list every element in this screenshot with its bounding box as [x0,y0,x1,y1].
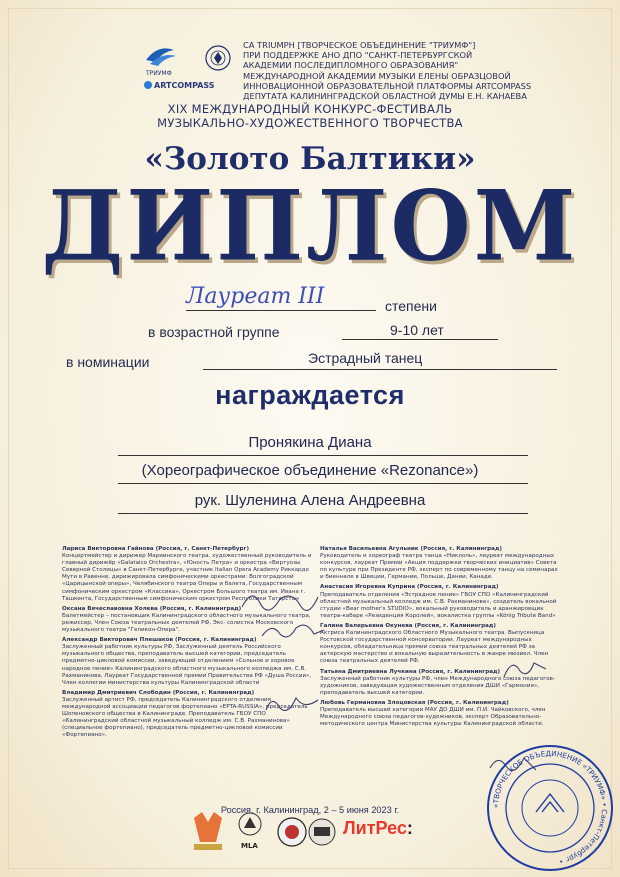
winner-underline-1 [118,455,528,456]
degree-label: степени [385,298,437,314]
litres-logo-text: ЛитРес [343,818,407,838]
jury-member [62,637,314,687]
jury-member-bio: Балетмейстер – постановщик Калининградского областного музыкального театра, режиссер, Член Союза театральных деятелей РФ, Экс- солистка Московского музыкального театра "Геликон-Опера". [62,612,311,634]
jury-member-name: Любовь Германовна Злоцовская (Россия, г. Калининград) [320,699,509,706]
nomination-underline [203,369,557,370]
org-line: ИННОВАЦИОННОЙ ОБРАЗОВАТЕЛЬНОЙ ПЛАТФОРМЫ ARTCOMPASS [243,80,532,91]
winner-leader: рук. Шуленина Алена Андреевна [194,492,426,509]
svg-text:«ТВОРЧЕСКОЕ ОБЪЕДИНЕНИЕ «ТРИУМ [491,749,609,866]
svg-text:ARTCOMPASS: ARTCOMPASS [154,81,215,90]
winner-underline-3 [118,513,528,514]
triumph-logo [145,48,176,77]
jury-member-name: Татьяна Дмитриевна Лучкина (Россия, г. Калининград) [320,668,501,675]
signature [500,655,550,683]
jury-member-name: Наталья Васильевна Агульник (Россия, г. Калининград) [320,546,503,552]
org-line: ПРИ ПОДДЕРЖКЕ АНО ДПО "САНКТ-ПЕТЕРБУРГСКОЙ [243,50,473,61]
jury-member-bio: Преподаватель высшей категории МАУ ДО ДШИ им. П.И. Чайковского, член Международного союза педагогов-художников, эксперт Образовательно-методического центра Министерства культуры Калининградской области. [320,706,546,728]
mla-logo [239,813,261,850]
awarded-label: награждается [215,380,405,410]
round-emblem-logo [278,818,306,846]
contest-title [0,102,620,130]
org-line: МЕЖДУНАРОДНОЙ АКАДЕМИИ МУЗЫКИ ЕЛЕНЫ ОБРАЗЦОВОЙ [243,70,511,81]
laureate-title: Лауреат III [186,284,325,309]
org-line: СА TRIUMPH [ТВОРЧЕСКОЕ ОБЪЕДИНЕНИЕ "ТРИУМФ"] [243,40,476,50]
winner-name: Пронякина Диана [248,434,372,451]
jury-member-bio: Заслуженный работник культуры РФ, Заслуженный деятель Российского музыкального общества, преподаватель высшей категории, председатель предметно-цикловой комиссии, заведующий отделением «Сольное и хоровое народное пение» Калининградского областного музыкального колледжа им. С.В. Рахманинова, Лауреат Государственной премии Правительства РФ «Душа России», Член коллегии министерства культуры Калининградской области [62,644,312,686]
event-date: Россия, г. Калининград, 2 – 5 июня 2023 г. [220,805,400,815]
organizer-logos [140,40,235,90]
winner-underline-2 [118,483,528,484]
laureate-underline [186,310,376,311]
contest-title-line1: XIX МЕЖДУНАРОДНЫЙ КОНКУРС-ФЕСТИВАЛЬ [167,102,453,116]
contest-name: «Золото Балтики» [144,141,476,177]
jury-right-column [320,546,560,731]
organizer-text [243,40,533,101]
stamp-text: «ТВОРЧЕСКОЕ ОБЪЕДИНЕНИЕ «ТРИУМФ» • Санкт-Петербург • [490,748,610,867]
jury-member-name: Александр Викторович Плешаков (Россия, г. Калининград) [62,637,257,644]
jury-member [320,700,560,728]
jury-member-bio: Заслуженный артист РФ, председатель Калининградского отделения международной ассоциации педагогов фортепиано «EPTA-RUSSIA», председатель Шопеновского общества в Калининграде. Преподаватель ГБОУ СПО «Калининградский областной музыкальный колледж им. С.В. Рахманинова» (специальное фортепиано), председатель предметно-цикловой комиссии «Фортепиано». [62,696,308,739]
artcompass-logo [144,81,215,90]
age-group-label: в возрастной группе [148,324,280,340]
age-group-value: 9-10 лет [390,322,444,338]
svg-text:MLA: MLA [241,842,258,850]
org-line: АКАДЕМИИ ПОСЛЕДИПЛОМНОГО ОБРАЗОВАНИЯ" [243,60,459,71]
jury-member-bio: Заслуженный работник культуры РФ, член Международного союза педагогов-художников, заведующая художественным отделения ДШИ «Гармония», преподаватель высшей категории. [320,675,555,696]
jury-member [320,584,560,619]
jury-member-name: Анастасия Игоревна Куприна (Россия, г. Калининград) [320,584,499,591]
jury-member-bio: Преподаватель отделения «Эстрадное пение» ГБОУ СПО «Калининградский областной музыкальный колледж им. С.В. Рахманинова», создатель вокальной студии «Bear mother's STUDIO», вокальный руководитель и аранжировщик театра-кабаре «Резиденция Королей», вокалистка группы «König Tribute Band» [320,591,557,619]
signature [262,690,322,718]
svg-text:ТРИУМФ: ТРИУМФ [146,70,172,77]
jury-member-name: Владимир Дмитриевич Слободин (Россия, г. Калининград) [62,689,255,696]
jury-member-bio: Руководитель и хореограф театра танца «Никлоль», лауреат международных конкурсов, лауреат Премии «Акция поддержки творческих инициатив» Совета по культуре при Президенте РФ, эксперт по современному танцу на семинарах и биеннале в Швеции, Германии, Польше, Дании, Канаде. [320,553,558,581]
jury-member-name: Оксана Вячеславовна Холева (Россия, г. Калининград) [62,605,242,612]
nomination-label: в номинации [66,354,150,370]
jury-member-bio: Актриса Калининградского Областного Музыкального театра. Выпускница Ростовской государственной консерватории. Лауреат международных конкурсов, обладательница премии союза театральных деятелей РФ за актерскую мастерство и вокальную выразительность в жанре мюзикл. Член союза театральных деятелей РФ. [320,630,549,665]
jury-member [320,546,560,581]
fox-logo [194,812,222,850]
org-line: ДЕПУТАТА КАЛИНИНГРАДСКОЙ ОБЛАСТНОЙ ДУМЫ Е.Н. КАНАЕВА [243,91,527,102]
signature [258,618,328,644]
dark-emblem-logo [309,819,335,845]
litres-logo-colon: : [406,818,413,838]
winner-group: (Хореографическое объединение «Rezonance») [141,462,479,479]
age-group-underline [342,339,498,340]
litres-logo [343,818,413,839]
official-stamp [480,738,620,877]
academy-emblem [206,46,230,70]
contest-title-line2: МУЗЫКАЛЬНО-ХУДОЖЕСТВЕННОГО ТВОРЧЕСТВА [157,116,463,130]
signature [240,585,320,615]
jury-member-name: Галина Валерьевна Окунева (Россия, г. Калининград) [320,622,496,629]
jury-member-name: Лариса Викторовна Гайнова (Россия, г. Санкт-Петербург) [62,546,250,552]
diploma-heading: ДИПЛОМ [41,169,579,283]
nomination-value: Эстрадный танец [308,350,423,366]
jury-member-bio: Концертмейстер и дирижер Мариинского театра, художественный руководитель и главный дирижёр «Galataico Orchestra», «Юность Петра» и оркестра «Виртуозы Северной Столицы» в Санкт-Петербурге, участник Italian Opera Academy Риккардо Мути в Равенне, дирижировала симфоническими оркестрами: Волгоградской «Царицынской оперы», Челябинского театра Оперы и балета, Государственным симфоническим оркестром «Классика», Оркестром Большого театра им. Ивана г. Ташкента, Государственным симфоническим оркестром Республики Татарстан [62,553,312,602]
